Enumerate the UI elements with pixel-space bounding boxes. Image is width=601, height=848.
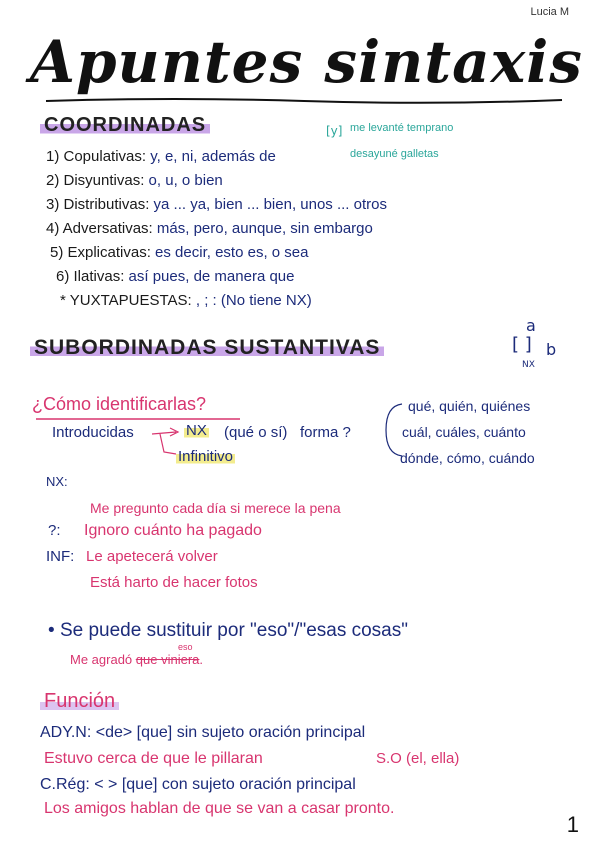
- forms-line-3: dónde, cómo, cuándo: [400, 450, 535, 466]
- sustituir-text: Se puede sustituir por "eso"/"esas cosas": [59, 620, 408, 641]
- funcion-line-2: Estuvo cerca de que le pillaran: [44, 750, 263, 767]
- diagram-top: a: [526, 316, 536, 335]
- coordinadas-heading-text: COORDINADAS: [40, 114, 210, 136]
- nx-example-label: NX:: [46, 474, 68, 489]
- item-label: 5) Explicativas:: [50, 244, 151, 261]
- subordinadas-heading-text: SUBORDINADAS SUSTANTIVAS: [30, 336, 384, 359]
- que-si-label: (qué o sí): [224, 424, 288, 441]
- item-text: es decir, esto es, o sea: [155, 244, 309, 261]
- example-end: .: [199, 652, 204, 667]
- coordinada-item-5: [50, 244, 308, 261]
- coordinadas-heading: [40, 114, 210, 137]
- q-example: Ignoro cuánto ha pagado: [84, 522, 262, 539]
- funcion-heading: [40, 690, 119, 713]
- coordinada-item-1: [46, 148, 276, 165]
- coordinada-item-3: [46, 196, 387, 213]
- example-1: me levanté temprano: [350, 122, 454, 134]
- diagram-bottom: NX: [522, 360, 535, 370]
- introducidas-label: Introducidas: [52, 424, 134, 441]
- coordinada-item-7: [60, 292, 312, 309]
- forms-line-2: cuál, cuáles, cuánto: [402, 424, 526, 440]
- coordinada-item-6: [56, 268, 294, 285]
- sustituir-example: [70, 652, 203, 667]
- title-underline: [44, 96, 564, 106]
- infinitivo-label: [176, 448, 235, 465]
- item-label: 1) Copulativas:: [46, 148, 147, 165]
- author-name: Lucia M: [530, 6, 569, 18]
- inf-example-2: Está harto de hacer fotos: [90, 574, 258, 591]
- item-text: y, e, ni, además de: [150, 148, 276, 165]
- forms-line-1: qué, quién, quiénes: [408, 398, 531, 414]
- coordinada-item-2: [46, 172, 223, 189]
- sustituir-bullet: [48, 620, 408, 642]
- q-example-label: ?:: [48, 522, 61, 539]
- subordinadas-heading: [30, 336, 384, 360]
- infinitivo-highlight: Infinitivo: [178, 448, 234, 465]
- funcion-line-3: C.Rég: < > [que] con sujeto oración principal: [40, 776, 356, 793]
- item-text: más, pero, aunque, sin embargo: [156, 220, 373, 237]
- item-text: o, u, o bien: [148, 172, 223, 189]
- funcion-heading-text: Función: [40, 690, 119, 712]
- diagram-middle: [ ]: [512, 334, 532, 355]
- item-label: 4) Adversativas:: [46, 220, 153, 237]
- item-text: , ; : (No tiene NX): [195, 292, 312, 309]
- example-struck: que viniera: [135, 652, 200, 667]
- item-label: 3) Distributivas:: [46, 196, 150, 213]
- item-label: 2) Disyuntivas:: [46, 172, 145, 189]
- bullet-icon: •: [48, 620, 55, 641]
- funcion-line-1: ADY.N: <de> [que] sin sujeto oración principal: [40, 724, 366, 741]
- forma-label: forma ?: [300, 424, 351, 441]
- identificar-question: ¿Cómo identificarlas?: [32, 394, 207, 414]
- example-2: desayuné galletas: [350, 148, 439, 160]
- page-number: 1: [566, 812, 579, 837]
- example-bracket: [y]: [326, 124, 343, 138]
- nx-label: [184, 422, 209, 439]
- coordinada-item-4: [46, 220, 373, 237]
- example-start: Me agradó: [70, 652, 133, 667]
- subordinadas-diagram: [500, 316, 570, 376]
- diagram-right: b: [546, 340, 557, 359]
- question-underline: [34, 416, 244, 422]
- item-label: * YUXTAPUESTAS:: [60, 292, 192, 309]
- item-text: ya ... ya, bien ... bien, unos ... otros: [153, 196, 387, 213]
- nx-highlight: NX: [186, 422, 207, 439]
- item-text: así pues, de manera que: [128, 268, 295, 285]
- funcion-line-4: Los amigos hablan de que se van a casar pronto.: [44, 800, 395, 817]
- funcion-line-2-note: S.O (el, ella): [376, 750, 460, 767]
- inf-example-1: Le apetecerá volver: [86, 548, 218, 565]
- page-title: Apuntes sintaxis: [30, 28, 583, 96]
- inf-example-label: INF:: [46, 548, 75, 565]
- sustituir-note: eso: [178, 642, 193, 652]
- item-label: 6) Ilativas:: [56, 268, 125, 285]
- nx-example: Me pregunto cada día si merece la pena: [90, 500, 341, 516]
